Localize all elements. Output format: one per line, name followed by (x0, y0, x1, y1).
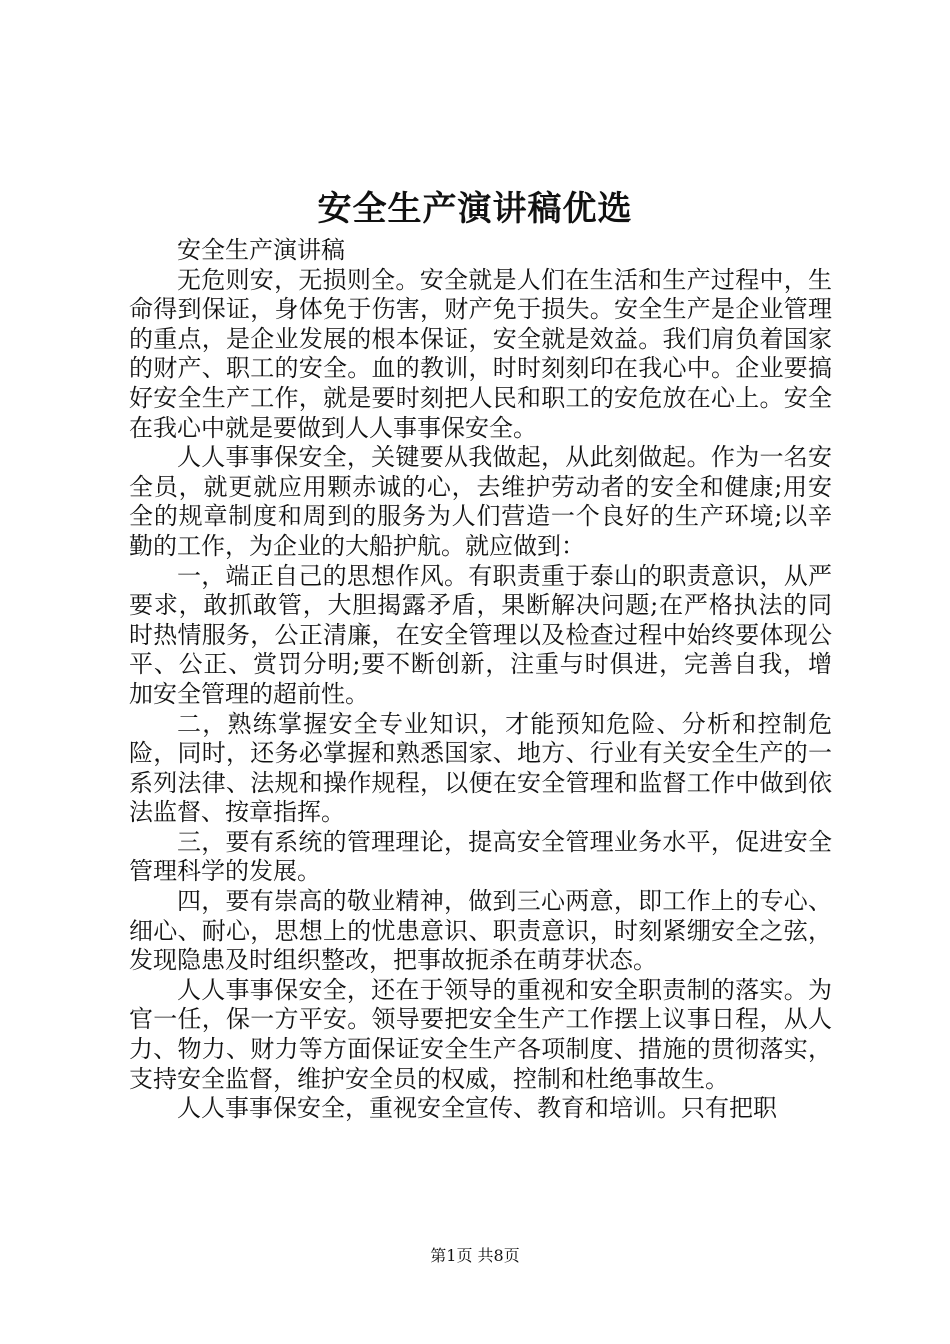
paragraph-2: 人人事事保安全，关键要从我做起，从此刻做起。作为一名安全员，就更就应用颗赤诚的心，去维护劳动者的安全和健康;用安全的规章制度和周到的服务为人们营造一个良好的生产环境;以辛勤的工作，为企业的大船护航。就应做到： (129, 443, 832, 560)
paragraph-3: 一，端正自己的思想作风。有职责重于泰山的职责意识，从严要求，敢抓敢管，大胆揭露矛盾，果断解决问题;在严格执法的同时热情服务，公正清廉，在安全管理以及检查过程中始终要体现公平、公正、赏罚分明;要不断创新，注重与时俱进，完善自我，增加安全管理的超前性。 (129, 561, 832, 708)
document-title: 安全生产演讲稿优选 (317, 189, 633, 229)
document-body (129, 236, 832, 1124)
paragraph-7: 人人事事保安全，还在于领导的重视和安全职责制的落实。为官一任，保一方平安。领导要把安全生产工作摆上议事日程，从人力、物力、财力等方面保证安全生产各项制度、措施的贯彻落实，支持安全监督，维护安全员的权威，控制和杜绝事故生。 (129, 975, 832, 1093)
paragraph-1: 无危则安，无损则全。安全就是人们在生活和生产过程中，生命得到保证，身体免于伤害，财产免于损失。安全生产是企业管理的重点，是企业发展的根本保证，安全就是效益。我们肩负着国家的财产、职工的安全。血的教训，时时刻刻印在我心中。企业要搞好安全生产工作，就是要时刻把人民和职工的安危放在心上。安全在我心中就是要做到人人事事保安全。 (129, 265, 832, 442)
page-footer: 第1页 共8页 (430, 1246, 520, 1265)
paragraph-subtitle: 安全生产演讲稿 (177, 236, 345, 264)
paragraph-5: 三，要有系统的管理理论，提高安全管理业务水平，促进安全管理科学的发展。 (129, 827, 832, 886)
paragraph-4: 二，熟练掌握安全专业知识，才能预知危险、分析和控制危险，同时，还务必掌握和熟悉国家、地方、行业有关安全生产的一系列法律、法规和操作规程，以便在安全管理和监督工作中做到依法监督、按章指挥。 (129, 709, 832, 827)
paragraph-6: 四，要有崇高的敬业精神，做到三心两意，即工作上的专心、细心、耐心，思想上的忧患意识、职责意识，时刻紧绷安全之弦，发现隐患及时组织整改，把事故扼杀在萌芽状态。 (129, 887, 832, 975)
paragraph-8: 人人事事保安全，重视安全宣传、教育和培训。只有把职 (177, 1094, 777, 1123)
